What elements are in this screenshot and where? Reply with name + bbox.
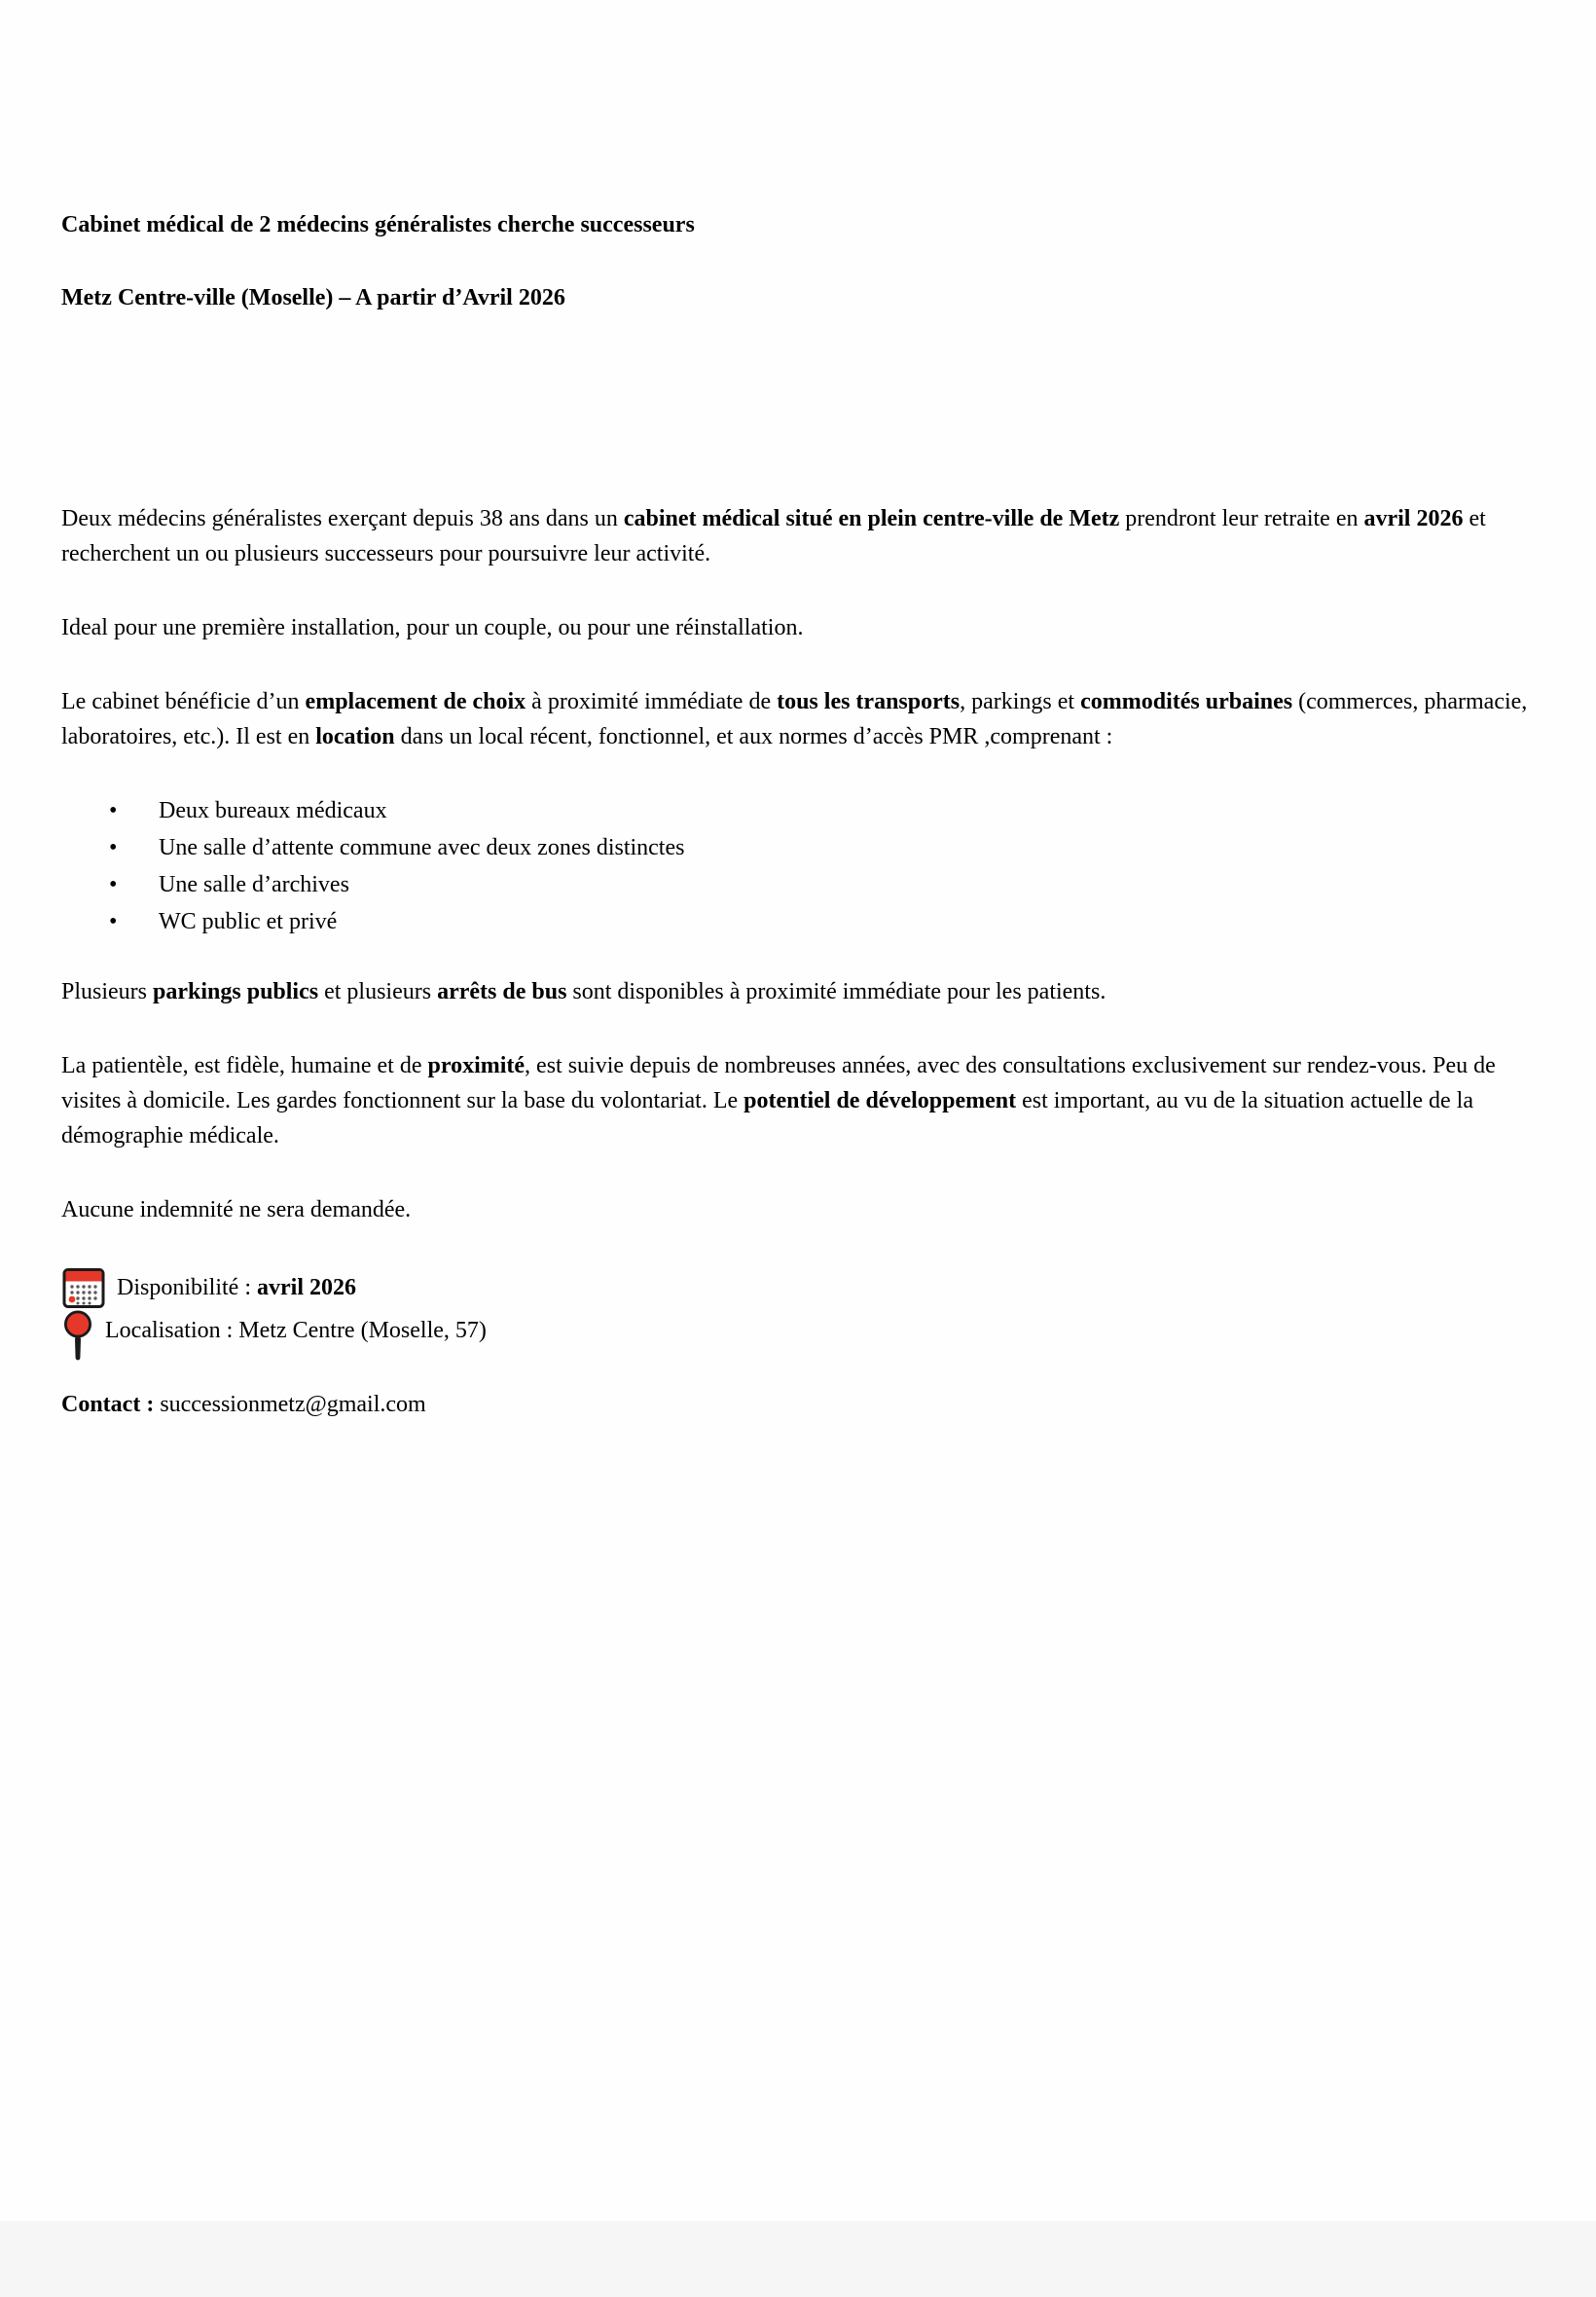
list-item: • WC public et privé [61, 904, 1532, 939]
paragraph-indemnite: Aucune indemnité ne sera demandée. [61, 1197, 412, 1222]
paragraph-ideal: Ideal pour une première installation, pour un couple, ou pour une réinstallation. [61, 615, 804, 640]
calendar-icon [61, 1265, 106, 1310]
list-item: • Deux bureaux médicaux [61, 793, 1532, 828]
list-item: • Une salle d’attente commune avec deux zones distinctes [61, 830, 1532, 865]
list-item: • Une salle d’archives [61, 867, 1532, 902]
round-pushpin-icon [61, 1309, 94, 1366]
paragraph-contact: Contact : successionmetz@gmail.com [61, 1392, 426, 1417]
location-line [61, 1309, 1532, 1352]
location-text: Localisation : Metz Centre (Moselle, 57) [105, 1318, 487, 1343]
features-list [61, 793, 1532, 939]
paragraph-intro: Deux médecins généralistes exerçant depuis 38 ans dans un cabinet médical situé en plein centre-ville de Metz prendront leur retraite en avril 2026 et recherchent un ou plusieurs successeurs pour poursuivre leur activité. [61, 506, 1486, 566]
paragraph-patientele: La patientèle, est fidèle, humaine et de proximité, est suivie depuis de nombreuses années, avec des consultations exclusivement sur rendez-vous. Peu de visites à domicile. Les gardes fonctionnent sur la base du volontariat. Le potentiel de développement est important, au vu de la situation actuelle de la démographie médicale. [61, 1053, 1496, 1148]
doc-subtitle: Metz Centre-ville (Moselle) – A partir d’Avril 2026 [61, 285, 565, 310]
paragraph-parkings: Plusieurs parkings publics et plusieurs arrêts de bus sont disponibles à proximité immédiate pour les patients. [61, 979, 1106, 1004]
paragraph-cabinet: Le cabinet bénéficie d’un emplacement de choix à proximité immédiate de tous les transports, parkings et commodités urbaines (commerces, pharmacie, laboratoires, etc.). Il est en location dans un local récent, fonctionnel, et aux normes d’accès PMR ,comprenant : [61, 689, 1528, 749]
availability-text: Disponibilité : avril 2026 [117, 1275, 356, 1300]
doc-title: Cabinet médical de 2 médecins généralistes cherche successeurs [61, 212, 695, 237]
availability-line [61, 1266, 1532, 1309]
